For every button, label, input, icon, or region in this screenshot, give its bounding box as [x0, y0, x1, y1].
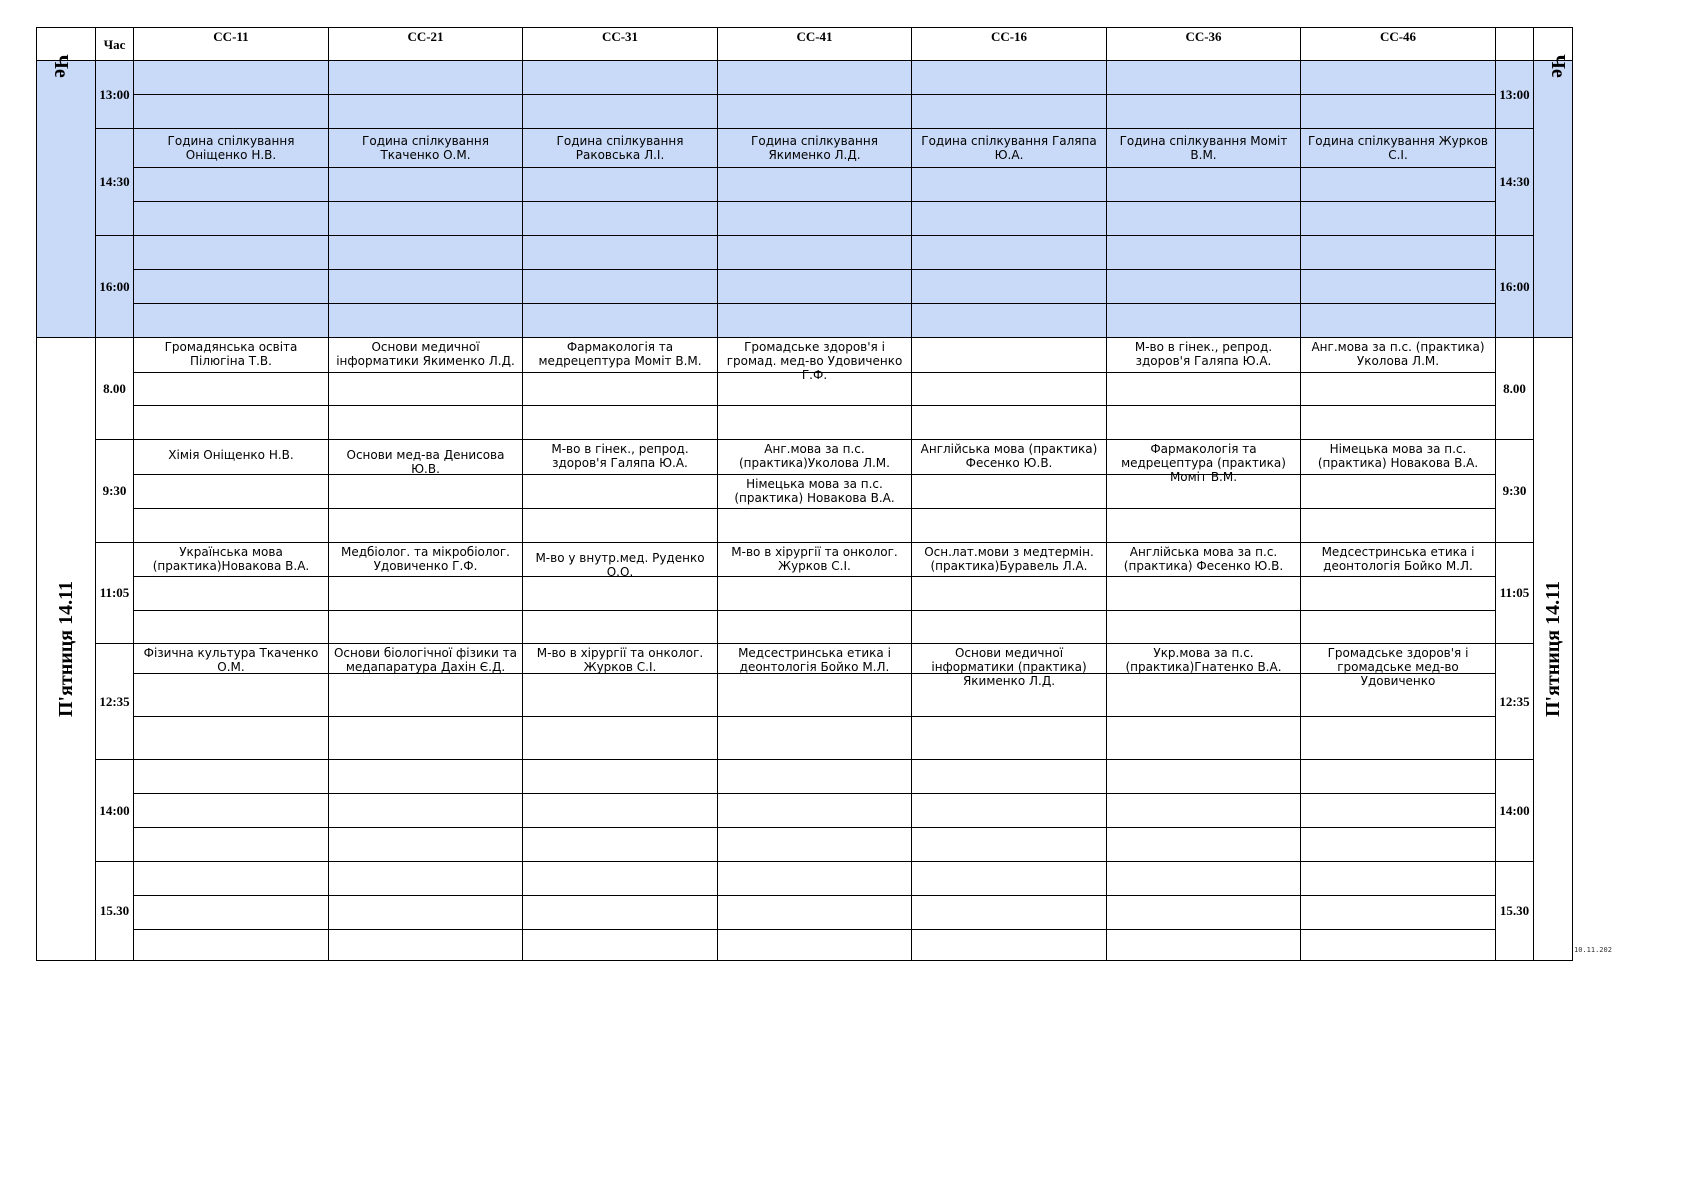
day-label-text: Че	[49, 54, 72, 78]
lesson-cell	[328, 474, 523, 509]
time-cell-right	[1495, 128, 1534, 236]
lesson-cell	[717, 201, 912, 236]
lesson-cell	[717, 508, 912, 543]
lesson-cell	[1300, 673, 1496, 717]
lesson-cell	[328, 269, 523, 304]
day-label-text: П'ятниця 14.11	[1542, 580, 1564, 718]
lesson-cell	[1106, 895, 1301, 930]
lesson-cell	[328, 60, 523, 95]
lesson-cell	[1300, 474, 1496, 509]
lesson-cell-text: Українська мова (практика)Новакова В.А.	[152, 545, 310, 573]
lesson-cell-text: Громадянська освіта Пілюгіна Т.В.	[164, 340, 298, 368]
lesson-cell	[911, 94, 1107, 129]
lesson-cell	[522, 128, 718, 168]
lesson-cell	[1300, 542, 1496, 577]
time-cell	[95, 128, 134, 236]
lesson-cell	[911, 201, 1107, 236]
lesson-cell	[133, 508, 329, 543]
lesson-cell	[1106, 94, 1301, 129]
time-cell	[95, 439, 134, 543]
day-label-friday-right	[1533, 337, 1573, 961]
lesson-cell	[328, 303, 523, 338]
lesson-cell	[1106, 269, 1301, 304]
lesson-cell	[522, 716, 718, 760]
lesson-cell	[1106, 929, 1301, 961]
lesson-cell-text: Година спілкування Ткаченко О.М.	[362, 134, 489, 162]
lesson-cell	[911, 303, 1107, 338]
lesson-cell	[133, 60, 329, 95]
lesson-cell	[717, 439, 912, 475]
lesson-cell	[1300, 793, 1496, 828]
lesson-cell	[1300, 610, 1496, 644]
day-label-text: П'ятниця 14.11	[55, 580, 77, 718]
lesson-cell	[1106, 673, 1301, 717]
lesson-cell	[717, 673, 912, 717]
lesson-cell	[522, 610, 718, 644]
lesson-cell-text: Фармакологія та медрецептура (практика) Моміт В.М.	[1121, 442, 1286, 484]
lesson-cell-text: Година спілкування Раковська Л.І.	[556, 134, 684, 162]
time-cell-text: 15.30	[99, 903, 130, 918]
lesson-cell	[133, 673, 329, 717]
lesson-cell	[1300, 576, 1496, 611]
time-cell-right	[1495, 759, 1534, 862]
lesson-cell	[911, 827, 1107, 862]
group-header	[133, 27, 329, 61]
lesson-cell	[717, 759, 912, 794]
lesson-cell	[522, 508, 718, 543]
lesson-cell	[717, 372, 912, 406]
time-cell-text: 16:00	[99, 278, 130, 294]
time-cell-right	[1495, 439, 1534, 543]
lesson-cell-text: Основи медичної інформатики Якименко Л.Д.	[336, 340, 515, 368]
day-label-text: Че	[1546, 54, 1569, 78]
lesson-cell	[1106, 405, 1301, 440]
lesson-cell-text: Година спілкування Оніщенко Н.В.	[167, 134, 295, 162]
lesson-cell	[1106, 201, 1301, 236]
lesson-cell	[911, 405, 1107, 440]
lesson-cell	[1300, 128, 1496, 168]
lesson-cell	[1300, 643, 1496, 688]
time-cell-text: 8.00	[103, 380, 126, 396]
lesson-cell	[1106, 576, 1301, 611]
lesson-cell-text: Основи медичної інформатики (практика) Якименко Л.Д.	[931, 646, 1087, 688]
group-header-text: СС-11	[213, 29, 249, 44]
lesson-cell	[717, 235, 912, 270]
lesson-cell	[1300, 167, 1496, 202]
lesson-cell	[328, 673, 523, 717]
lesson-cell-text: Фізична культура Ткаченко О.М.	[143, 646, 319, 674]
lesson-cell	[522, 201, 718, 236]
lesson-cell	[911, 793, 1107, 828]
lesson-cell	[911, 861, 1107, 896]
lesson-cell-text: Осн.лат.мови з медтермін. (практика)Буравель Л.А.	[924, 545, 1094, 573]
lesson-cell-text: М-во у внутр.мед. Руденко О.О.	[535, 551, 705, 579]
lesson-cell	[133, 303, 329, 338]
lesson-cell	[1300, 337, 1496, 373]
lesson-cell-text: Година спілкування Журков С.І.	[1307, 134, 1489, 162]
group-header-text: СС-31	[601, 29, 639, 44]
lesson-cell	[717, 405, 912, 440]
lesson-cell	[522, 827, 718, 862]
lesson-cell	[522, 576, 718, 611]
lesson-cell	[328, 610, 523, 644]
lesson-cell	[522, 542, 718, 577]
lesson-cell	[911, 60, 1107, 95]
time-column-header-text: Час	[103, 37, 126, 52]
lesson-cell	[1300, 827, 1496, 862]
lesson-cell-text: Фармакологія та медрецептура Моміт В.М.	[538, 340, 702, 368]
time-cell-right-text: 12:35	[1499, 693, 1530, 709]
lesson-cell	[717, 716, 912, 760]
lesson-cell	[522, 167, 718, 202]
lesson-cell	[133, 542, 329, 577]
lesson-cell	[1106, 303, 1301, 338]
lesson-cell	[911, 235, 1107, 270]
lesson-cell	[717, 269, 912, 304]
lesson-cell	[911, 576, 1107, 611]
time-cell-right-text: 8.00	[1503, 380, 1526, 396]
time-cell	[95, 759, 134, 862]
lesson-cell	[522, 405, 718, 440]
lesson-cell	[1300, 269, 1496, 304]
lesson-cell	[1106, 610, 1301, 644]
lesson-cell	[328, 337, 523, 373]
group-header	[911, 27, 1107, 61]
day-label-thursday	[36, 54, 96, 338]
lesson-cell-text: Громадське здоров'я і громад. мед-во Удовиченко Г.Ф.	[726, 340, 903, 382]
lesson-cell-text: Година спілкування Моміт В.М.	[1119, 134, 1288, 162]
lesson-cell	[522, 94, 718, 129]
lesson-cell-text: Німецька мова за п.с. (практика) Новакова В.А.	[1317, 442, 1479, 470]
lesson-cell	[717, 576, 912, 611]
lesson-cell	[133, 474, 329, 509]
time-cell-right-text: 16:00	[1499, 278, 1530, 294]
lesson-cell	[1106, 439, 1301, 484]
lesson-cell	[522, 861, 718, 896]
lesson-cell	[522, 269, 718, 304]
time-cell	[95, 542, 134, 644]
lesson-cell	[522, 474, 718, 509]
lesson-cell	[911, 439, 1107, 475]
time-cell	[95, 60, 134, 129]
lesson-cell-text: Хімія Оніщенко Н.В.	[168, 448, 294, 462]
time-cell-right	[1495, 337, 1534, 440]
group-header-text: СС-36	[1185, 29, 1222, 44]
lesson-cell	[328, 861, 523, 896]
lesson-cell	[1300, 508, 1496, 543]
lesson-cell	[133, 793, 329, 828]
time-cell	[95, 235, 134, 338]
lesson-cell	[1300, 716, 1496, 760]
lesson-cell	[911, 372, 1107, 406]
lesson-cell	[133, 235, 329, 270]
time-cell-text: 13:00	[99, 86, 130, 102]
lesson-cell	[328, 201, 523, 236]
lesson-cell	[1300, 303, 1496, 338]
lesson-cell	[717, 929, 912, 961]
lesson-cell	[911, 673, 1107, 717]
lesson-cell	[1106, 337, 1301, 373]
lesson-cell	[328, 439, 523, 475]
lesson-cell-text: Анг.мова за п.с. (практика)Уколова Л.М.	[739, 442, 890, 470]
time-cell-right-text: 14:30	[1499, 174, 1530, 189]
group-header-text: СС-21	[407, 29, 444, 44]
lesson-cell	[522, 643, 718, 674]
lesson-cell	[911, 474, 1107, 509]
lesson-cell	[133, 827, 329, 862]
time-cell-text: 14:30	[99, 174, 130, 189]
lesson-cell	[133, 94, 329, 129]
lesson-cell	[911, 716, 1107, 760]
lesson-cell-text: М-во в гінек., репрод. здоров'я Галяпа Ю.А.	[551, 442, 689, 470]
lesson-cell	[133, 576, 329, 611]
lesson-cell	[328, 827, 523, 862]
lesson-cell-text: Медсестринська етика і деонтологія Бойко М.Л.	[738, 646, 891, 674]
lesson-cell	[1300, 895, 1496, 930]
lesson-cell-text: Година спілкування Якименко Л.Д.	[751, 134, 878, 162]
lesson-cell	[133, 439, 329, 475]
lesson-cell	[328, 895, 523, 930]
time-cell-right	[1495, 861, 1534, 961]
lesson-cell	[717, 94, 912, 129]
print-date-stamp: 10.11.202	[1574, 946, 1612, 954]
lesson-cell	[522, 303, 718, 338]
lesson-cell	[133, 929, 329, 961]
lesson-cell	[522, 895, 718, 930]
lesson-cell	[1300, 60, 1496, 95]
time-cell-right	[1495, 235, 1534, 338]
lesson-cell	[1106, 235, 1301, 270]
time-cell-text: 9:30	[102, 483, 127, 498]
time-cell	[95, 643, 134, 760]
lesson-cell	[1300, 861, 1496, 896]
time-cell-right-text: 15.30	[1499, 903, 1530, 918]
lesson-cell	[717, 128, 912, 168]
lesson-cell	[328, 542, 523, 577]
lesson-cell	[1106, 643, 1301, 674]
header-corner-right	[1495, 27, 1534, 61]
lesson-cell	[133, 337, 329, 373]
lesson-cell	[1300, 929, 1496, 961]
time-cell-right	[1495, 542, 1534, 644]
group-header	[328, 27, 523, 61]
lesson-cell	[911, 542, 1107, 577]
lesson-cell	[717, 827, 912, 862]
lesson-cell-text: Громадське здоров'я і громадське мед-во Удовиченко	[1327, 646, 1469, 688]
lesson-cell	[911, 269, 1107, 304]
lesson-cell	[717, 337, 912, 382]
lesson-cell-text: Медсестринська етика і деонтологія Бойко М.Л.	[1321, 545, 1475, 573]
lesson-cell	[911, 337, 1107, 373]
lesson-cell	[1106, 508, 1301, 543]
lesson-cell	[717, 861, 912, 896]
lesson-cell	[328, 643, 523, 674]
lesson-cell-text: М-во в гінек., репрод. здоров'я Галяпа Ю.А.	[1134, 340, 1273, 368]
group-header	[1300, 27, 1496, 61]
lesson-cell	[717, 474, 912, 509]
lesson-cell	[1300, 405, 1496, 440]
lesson-cell	[911, 167, 1107, 202]
time-cell-right	[1495, 60, 1534, 129]
lesson-cell	[1106, 542, 1301, 577]
time-cell	[95, 861, 134, 961]
group-header-text: СС-16	[990, 29, 1028, 44]
lesson-cell	[522, 372, 718, 406]
lesson-cell	[328, 167, 523, 202]
lesson-cell	[1300, 94, 1496, 129]
group-header	[1106, 27, 1301, 61]
lesson-cell	[717, 167, 912, 202]
lesson-cell-text: Англійська мова за п.с. (практика) Фесенко Ю.В.	[1123, 545, 1284, 573]
lesson-cell	[522, 929, 718, 961]
lesson-cell	[1300, 759, 1496, 794]
lesson-cell	[1300, 201, 1496, 236]
lesson-cell	[133, 861, 329, 896]
lesson-cell	[911, 643, 1107, 688]
lesson-cell	[1106, 759, 1301, 794]
lesson-cell	[717, 60, 912, 95]
lesson-cell	[133, 610, 329, 644]
lesson-cell	[522, 673, 718, 717]
lesson-cell	[717, 643, 912, 674]
lesson-cell	[717, 793, 912, 828]
time-cell-right-text: 13:00	[1499, 86, 1530, 102]
group-header	[522, 27, 718, 61]
time-cell-right-text: 11:05	[1499, 585, 1530, 600]
lesson-cell	[133, 643, 329, 674]
time-cell-text: 12:35	[99, 693, 130, 709]
lesson-cell	[1106, 167, 1301, 202]
lesson-cell	[133, 128, 329, 168]
lesson-cell	[328, 793, 523, 828]
lesson-cell	[911, 759, 1107, 794]
lesson-cell	[328, 94, 523, 129]
lesson-cell	[911, 610, 1107, 644]
lesson-cell	[328, 128, 523, 168]
lesson-cell	[717, 303, 912, 338]
day-label-friday	[36, 337, 96, 961]
lesson-cell	[328, 405, 523, 440]
lesson-cell	[1106, 861, 1301, 896]
lesson-cell	[522, 759, 718, 794]
lesson-cell	[911, 128, 1107, 168]
lesson-cell	[522, 793, 718, 828]
lesson-cell	[133, 269, 329, 304]
lesson-cell	[328, 372, 523, 406]
lesson-cell-text: Анг.мова за п.с. (практика) Уколова Л.М.	[1311, 340, 1485, 368]
time-column-header	[95, 27, 134, 61]
lesson-cell	[328, 929, 523, 961]
group-header-text: СС-41	[796, 29, 833, 44]
lesson-cell	[133, 405, 329, 440]
lesson-cell-text: Медбіолог. та мікробіолог. Удовиченко Г.Ф.	[340, 545, 510, 573]
lesson-cell	[133, 167, 329, 202]
time-cell-text: 14:00	[99, 802, 130, 818]
lesson-cell	[1106, 716, 1301, 760]
lesson-cell	[1300, 439, 1496, 475]
lesson-cell	[133, 372, 329, 406]
lesson-cell	[1106, 128, 1301, 168]
lesson-cell-text: Англійська мова (практика) Фесенко Ю.В.	[920, 442, 1098, 470]
time-cell-right-text: 9:30	[1502, 483, 1527, 498]
lesson-cell	[1106, 474, 1301, 509]
lesson-cell	[911, 508, 1107, 543]
lesson-cell	[133, 759, 329, 794]
lesson-cell	[522, 60, 718, 95]
lesson-cell	[328, 716, 523, 760]
lesson-cell	[1106, 793, 1301, 828]
lesson-cell	[133, 716, 329, 760]
lesson-cell-text: Основи біологічної фізики та медапаратура Дахін Є.Д.	[333, 646, 518, 674]
lesson-cell	[328, 576, 523, 611]
time-cell-right-text: 14:00	[1499, 802, 1530, 818]
lesson-cell-text: Укр.мова за п.с. (практика)Гнатенко В.А.	[1125, 646, 1282, 674]
lesson-cell-text: Основи мед-ва Денисова Ю.В.	[346, 448, 505, 476]
lesson-cell	[911, 895, 1107, 930]
lesson-cell	[328, 235, 523, 270]
lesson-cell	[717, 895, 912, 930]
lesson-cell	[328, 508, 523, 543]
day-label-thursday-right	[1533, 54, 1573, 338]
group-header-text: СС-46	[1379, 29, 1417, 44]
lesson-cell	[133, 895, 329, 930]
lesson-cell	[522, 439, 718, 475]
time-cell-text: 11:05	[99, 585, 130, 600]
lesson-cell-text: М-во в хірургії та онколог. Журков С.І.	[536, 646, 704, 674]
lesson-cell	[522, 337, 718, 373]
lesson-cell	[1300, 372, 1496, 406]
lesson-cell	[522, 235, 718, 270]
time-cell	[95, 337, 134, 440]
lesson-cell-text: Німецька мова за п.с. (практика) Новакова В.А.	[734, 477, 895, 505]
lesson-cell	[1300, 235, 1496, 270]
lesson-cell	[328, 759, 523, 794]
time-cell-right	[1495, 643, 1534, 760]
lesson-cell-text: Година спілкування Галяпа Ю.А.	[921, 134, 1097, 162]
lesson-cell	[717, 610, 912, 644]
lesson-cell	[911, 929, 1107, 961]
lesson-cell	[1106, 60, 1301, 95]
group-header	[717, 27, 912, 61]
lesson-cell	[1106, 827, 1301, 862]
lesson-cell	[717, 542, 912, 577]
lesson-cell	[1106, 372, 1301, 406]
lesson-cell-text: М-во в хірургії та онколог. Журков С.І.	[731, 545, 898, 573]
lesson-cell	[133, 201, 329, 236]
